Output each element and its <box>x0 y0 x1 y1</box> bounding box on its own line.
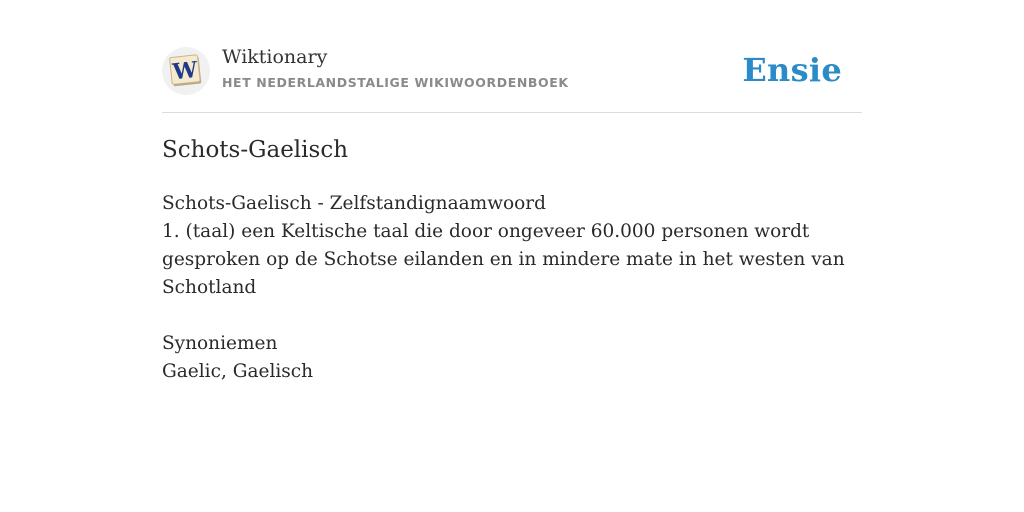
wiktionary-logo-icon[interactable] <box>162 47 210 95</box>
site-header <box>162 0 862 113</box>
synonyms-label: Synoniemen <box>162 333 278 354</box>
ensie-brand-link[interactable]: Ensie <box>742 51 842 89</box>
entry-content <box>162 190 862 386</box>
synonyms-list: Gaelic, Gaelisch <box>162 361 314 382</box>
entry-definition: 1. (taal) een Keltische taal die door ongeveer 60.000 personen wordt gesproken op de Schotse eilanden en in mindere mate in het westen van Schotland <box>162 221 845 298</box>
site-tagline: HET NEDERLANDSTALIGE WIKIWOORDENBOEK <box>222 75 569 90</box>
page <box>162 0 862 382</box>
page-title: Schots-Gaelisch <box>162 137 349 163</box>
spacer <box>162 302 862 330</box>
site-name[interactable]: Wiktionary <box>222 46 328 68</box>
entry-heading: Schots-Gaelisch - Zelfstandignaamwoord <box>162 193 546 214</box>
logo-letter: W <box>171 56 199 86</box>
